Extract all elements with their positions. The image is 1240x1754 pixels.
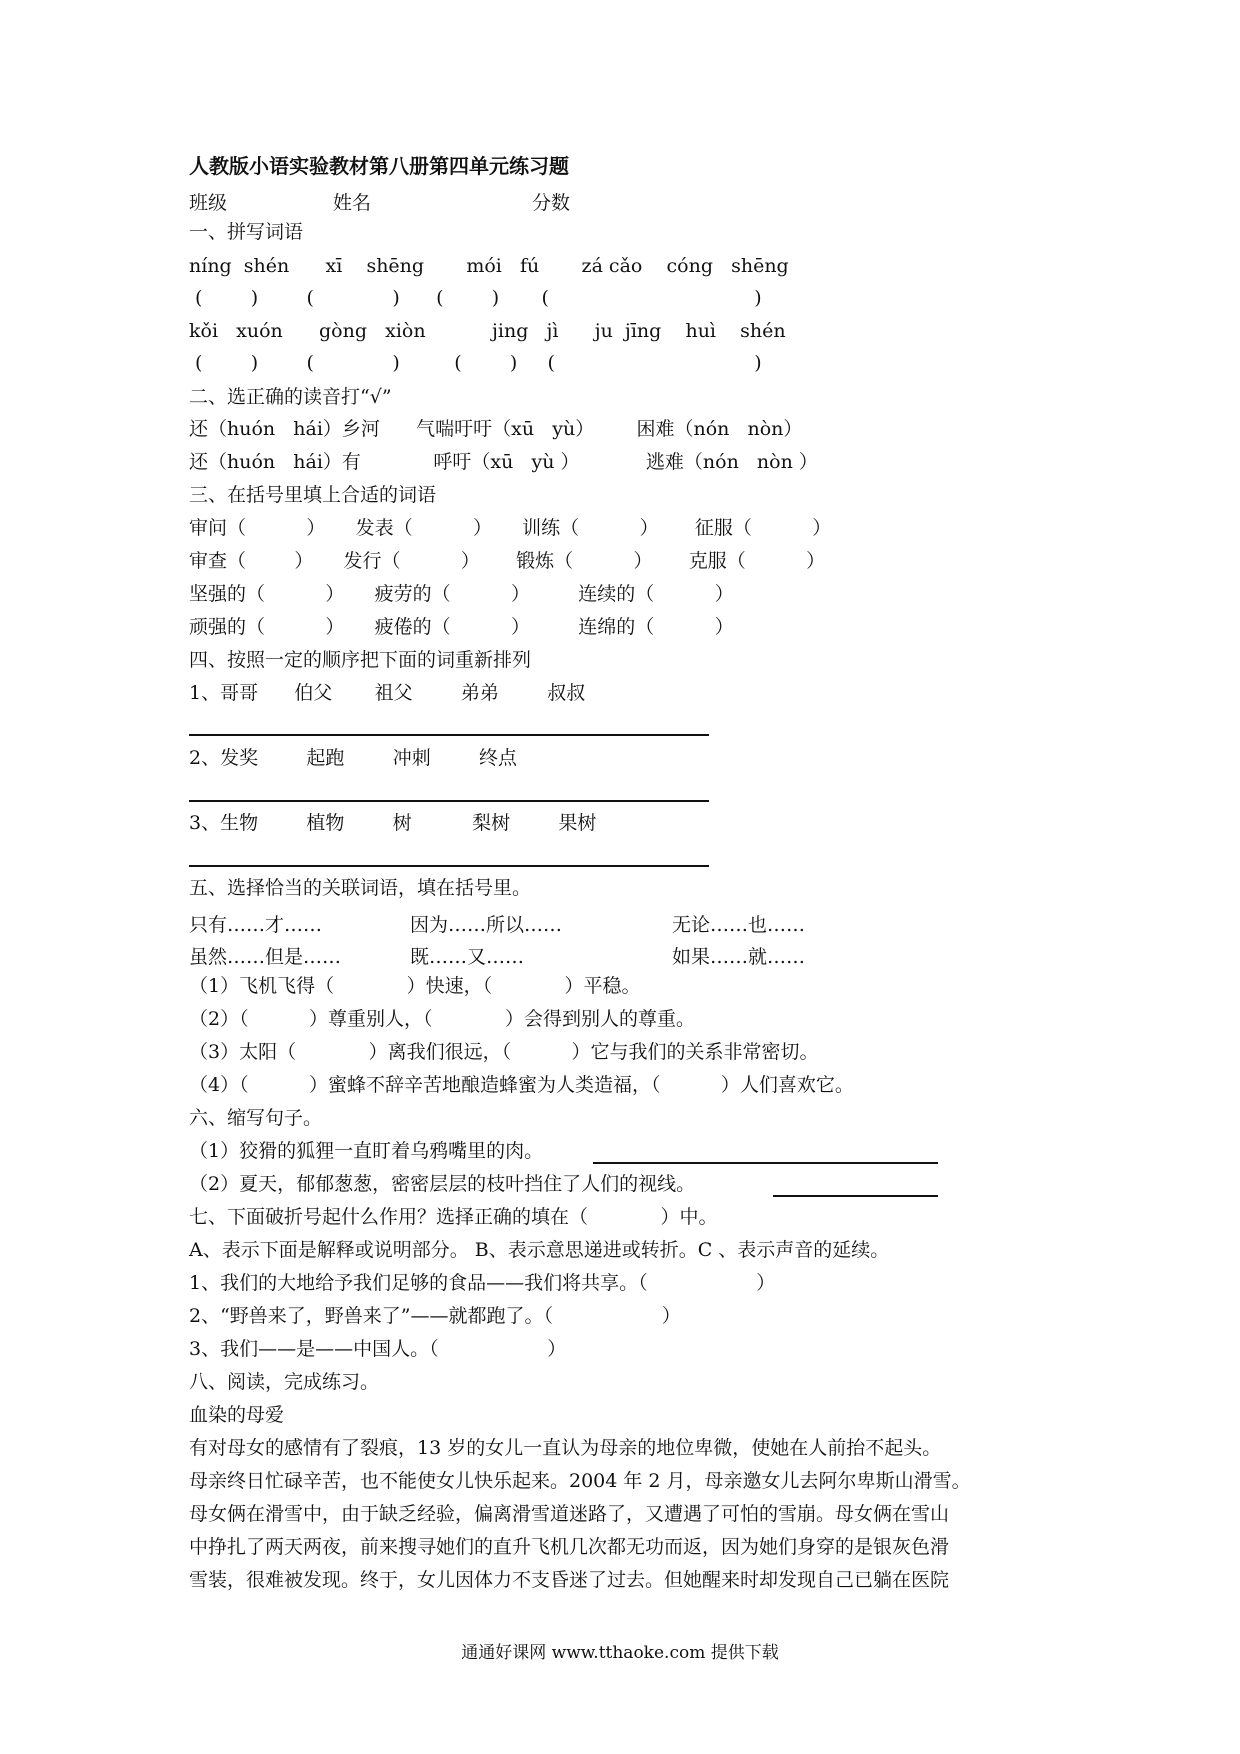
page-title: 人教版小语实验教材第八册第四单元练习题: [189, 154, 569, 178]
answer-line-2: [189, 800, 709, 802]
conjunction-option: 无论……也……: [672, 914, 806, 936]
pinyin-row-2: kǒi xuón gòng xiòn jing jì ju jīng huì shén: [189, 320, 786, 342]
name-field-label: 姓名: [333, 192, 372, 214]
condense-answer-line-2: [773, 1195, 938, 1197]
story-paragraph-line: 母女俩在滑雪中，由于缺乏经验，偏离滑雪道迷路了，又遭遇了可怕的雪崩。母女俩在雪山: [189, 1503, 950, 1525]
pinyin-row-1: níng shén xī shēng mói fú zá cǎo cóng shēng: [189, 255, 789, 277]
section-4-heading: 四、按照一定的顺序把下面的词重新排列: [189, 649, 532, 671]
section-2-heading: 二、选正确的读音打“√”: [189, 386, 392, 408]
answer-blanks-row-2: ( ) ( ) ( ) ( ): [189, 352, 762, 374]
reading-choice-line-2: 还（huón hái）有 呼吁（xū yù ） 逃难（nón nòn ）: [189, 451, 818, 473]
section-6-heading: 六、缩写句子。: [189, 1107, 323, 1129]
condense-question-1: （1）狡猾的狐狸一直盯着乌鸦嘴里的肉。: [189, 1140, 544, 1162]
fill-words-line-2: 审查（ ） 发行（ ） 锻炼（ ） 克服（ ）: [189, 550, 826, 572]
conjunction-option: 既……又……: [410, 946, 525, 968]
section-1-heading: 一、拼写词语: [189, 221, 304, 243]
fill-words-line-1: 审问（ ） 发表（ ） 训练（ ） 征服（ ）: [189, 517, 832, 539]
page-footer: 通通好课网 www.tthaoke.com 提供下载: [461, 1643, 779, 1663]
order-question-1: 1、哥哥 伯父 祖父 弟弟 叔叔: [189, 682, 586, 704]
dash-question-1: 1、我们的大地给予我们足够的食品——我们将共享。（ ）: [189, 1272, 776, 1294]
dash-question-2: 2、“野兽来了，野兽来了”——就都跑了。（ ）: [189, 1305, 681, 1327]
section-5-heading: 五、选择恰当的关联词语，填在括号里。: [189, 877, 532, 899]
condense-question-2: （2）夏天，郁郁葱葱，密密层层的枝叶挡住了人们的视线。: [189, 1173, 696, 1195]
conjunction-option: 虽然……但是……: [189, 946, 342, 968]
conjunction-question-4: （4）（ ）蜜蜂不辞辛苦地酿造蜂蜜为人类造福，（ ）人们喜欢它。: [189, 1074, 854, 1096]
conjunction-option: 只有……才……: [189, 914, 323, 936]
dash-question-3: 3、我们——是——中国人。（ ）: [189, 1338, 567, 1360]
score-field-label: 分数: [532, 192, 571, 214]
section-7-heading: 七、下面破折号起什么作用？选择正确的填在（ ）中。: [189, 1206, 718, 1228]
story-paragraph-line: 雪装，很难被发现。终于，女儿因体力不支昏迷了过去。但她醒来时却发现自己已躺在医院: [189, 1569, 950, 1591]
answer-blanks-row-1: ( ) ( ) ( ) ( ): [189, 287, 762, 309]
story-paragraph-line: 母亲终日忙碌辛苦，也不能使女儿快乐起来。2004 年 2 月，母亲邀女儿去阿尔卑斯山滑雪。: [189, 1470, 971, 1492]
section-3-heading: 三、在括号里填上合适的词语: [189, 484, 437, 506]
answer-line-3: [189, 865, 709, 867]
dash-usage-options: A、表示下面是解释或说明部分。 B、表示意思递进或转折。C 、表示声音的延续。: [189, 1239, 890, 1261]
answer-line-1: [189, 734, 709, 736]
fill-words-line-4: 顽强的（ ） 疲倦的（ ） 连绵的（ ）: [189, 616, 734, 638]
conjunction-option: 因为……所以……: [410, 914, 563, 936]
story-title: 血染的母爱: [189, 1404, 285, 1426]
story-paragraph-line: 有对母女的感情有了裂痕，13 岁的女儿一直认为母亲的地位卑微，使她在人前抬不起头。: [189, 1437, 942, 1459]
class-field-label: 班级: [189, 192, 228, 214]
condense-answer-line-1: [593, 1162, 938, 1164]
reading-choice-line-1: 还（huón hái）乡河 气喘吁吁（xū yù） 困难（nón nòn）: [189, 418, 803, 440]
fill-words-line-3: 坚强的（ ） 疲劳的（ ） 连续的（ ）: [189, 583, 734, 605]
story-paragraph-line: 中挣扎了两天两夜，前来搜寻她们的直升飞机几次都无功而返，因为她们身穿的是银灰色滑: [189, 1536, 950, 1558]
conjunction-question-3: （3）太阳（ ）离我们很远，（ ）它与我们的关系非常密切。: [189, 1041, 819, 1063]
conjunction-option: 如果……就……: [672, 946, 806, 968]
section-8-heading: 八、阅读，完成练习。: [189, 1371, 380, 1393]
order-question-2: 2、发奖 起跑 冲刺 终点: [189, 747, 518, 769]
conjunction-question-1: （1）飞机飞得（ ）快速，（ ）平稳。: [189, 975, 641, 997]
conjunction-question-2: （2）（ ）尊重别人，（ ）会得到别人的尊重。: [189, 1008, 695, 1030]
order-question-3: 3、生物 植物 树 梨树 果树: [189, 812, 597, 834]
